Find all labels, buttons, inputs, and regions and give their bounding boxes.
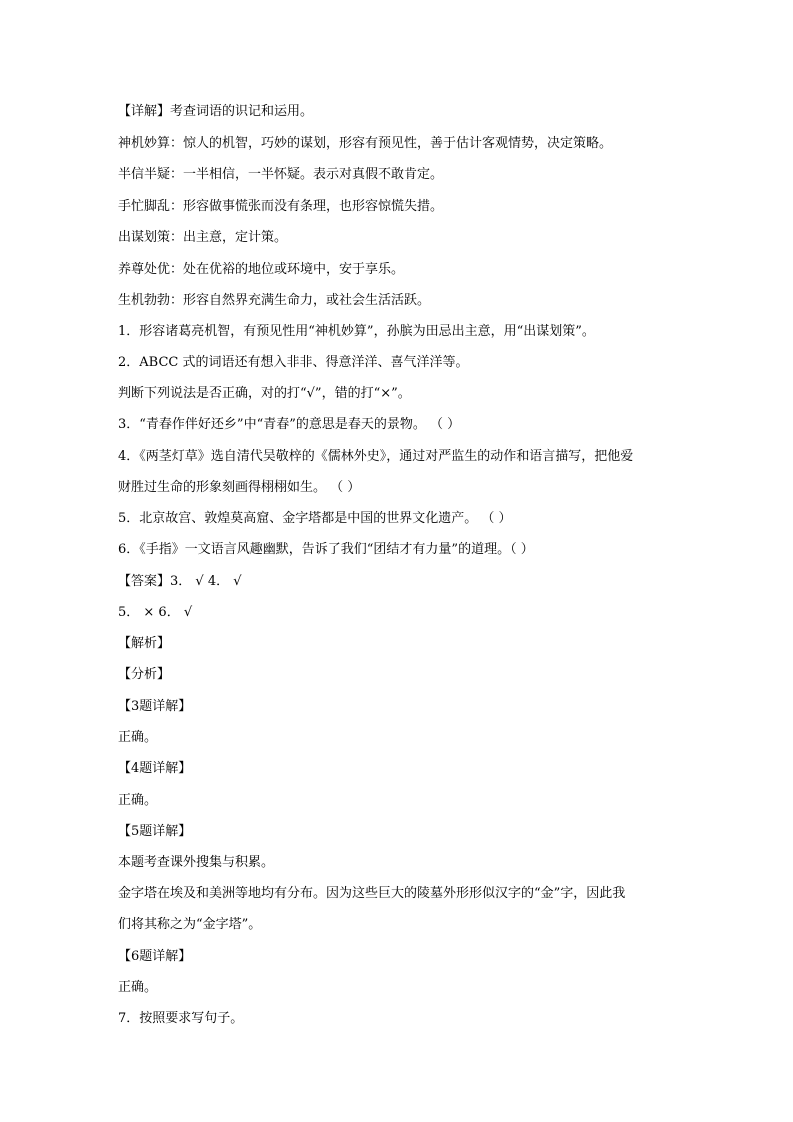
definition-shoumangjiaoluan: 手忙脚乱：形容做事慌张而没有条理，也形容惊慌失措。: [118, 199, 444, 214]
definition-banxinbanyi: 半信半疑：一半相信，一半怀疑。表示对真假不敢肯定。: [118, 167, 444, 182]
section-heading-q4: 【4题详解】: [118, 761, 192, 776]
question-4-line-1: 4．《两茎灯草》选自清代吴敬梓的《儒林外史》，通过对严监生的动作和语言描写，把他爱: [118, 449, 634, 464]
answer-line-1: 【答案】3． √ 4． √: [118, 574, 242, 589]
answer-item-1: 1．形容诸葛亮机智，有预见性用“神机妙算”，孙膑为田忌出主意，用“出谋划策”。: [118, 324, 595, 339]
q5-explanation-line-2: 金字塔在埃及和美洲等地均有分布。因为这些巨大的陵墓外形形似汉字的“金”字，因此我: [118, 886, 626, 901]
q5-explanation-line-3: 们将其称之为“金字塔”。: [118, 917, 262, 932]
question-3: 3．“青春作伴好还乡”中“青春”的意思是春天的景物。 （ ）: [118, 417, 461, 432]
question-4-line-2: 财胜过生命的形象刻画得栩栩如生。 （ ）: [118, 480, 361, 495]
q3-explanation: 正确。: [118, 730, 158, 745]
answer-item-2: 2．ABCC 式的词语还有想入非非、得意洋洋、喜气洋洋等。: [118, 355, 469, 370]
q4-explanation: 正确。: [118, 793, 158, 808]
section-heading-fenxi: 【分析】: [118, 667, 171, 682]
section-heading-q3: 【3题详解】: [118, 699, 192, 714]
question-7: 7．按照要求写句子。: [118, 1011, 244, 1026]
q5-explanation-line-1: 本题考查课外搜集与积累。: [118, 855, 275, 870]
instruction-judgement: 判断下列说法是否正确，对的打“√”，错的打“×”。: [118, 386, 411, 401]
q6-explanation: 正确。: [118, 980, 158, 995]
section-heading-analysis: 【解析】: [118, 636, 171, 651]
question-6: 6．《手指》一文语言风趣幽默，告诉了我们“团结才有力量”的道理。（ ）: [118, 542, 534, 557]
definition-shenjimiaosuan: 神机妙算：惊人的机智，巧妙的谋划，形容有预见性，善于估计客观情势，决定策略。: [118, 136, 613, 151]
definition-yangzunchuyou: 养尊处优：处在优裕的地位或环境中，安于享乐。: [118, 262, 405, 277]
definition-chumouhuace: 出谋划策：出主意，定计策。: [118, 230, 288, 245]
question-5: 5．北京故宫、敦煌莫高窟、金字塔都是中国的世界文化遗产。 （ ）: [118, 511, 512, 526]
definition-shengjibobo: 生机勃勃：形容自然界充满生命力，或社会生活活跃。: [118, 293, 431, 308]
section-heading-q6: 【6题详解】: [118, 949, 192, 964]
answer-line-2: 5． × 6． √: [118, 605, 193, 620]
section-heading-q5: 【5题详解】: [118, 824, 192, 839]
section-heading-explanation: 【详解】考查词语的识记和运用。: [118, 104, 314, 119]
